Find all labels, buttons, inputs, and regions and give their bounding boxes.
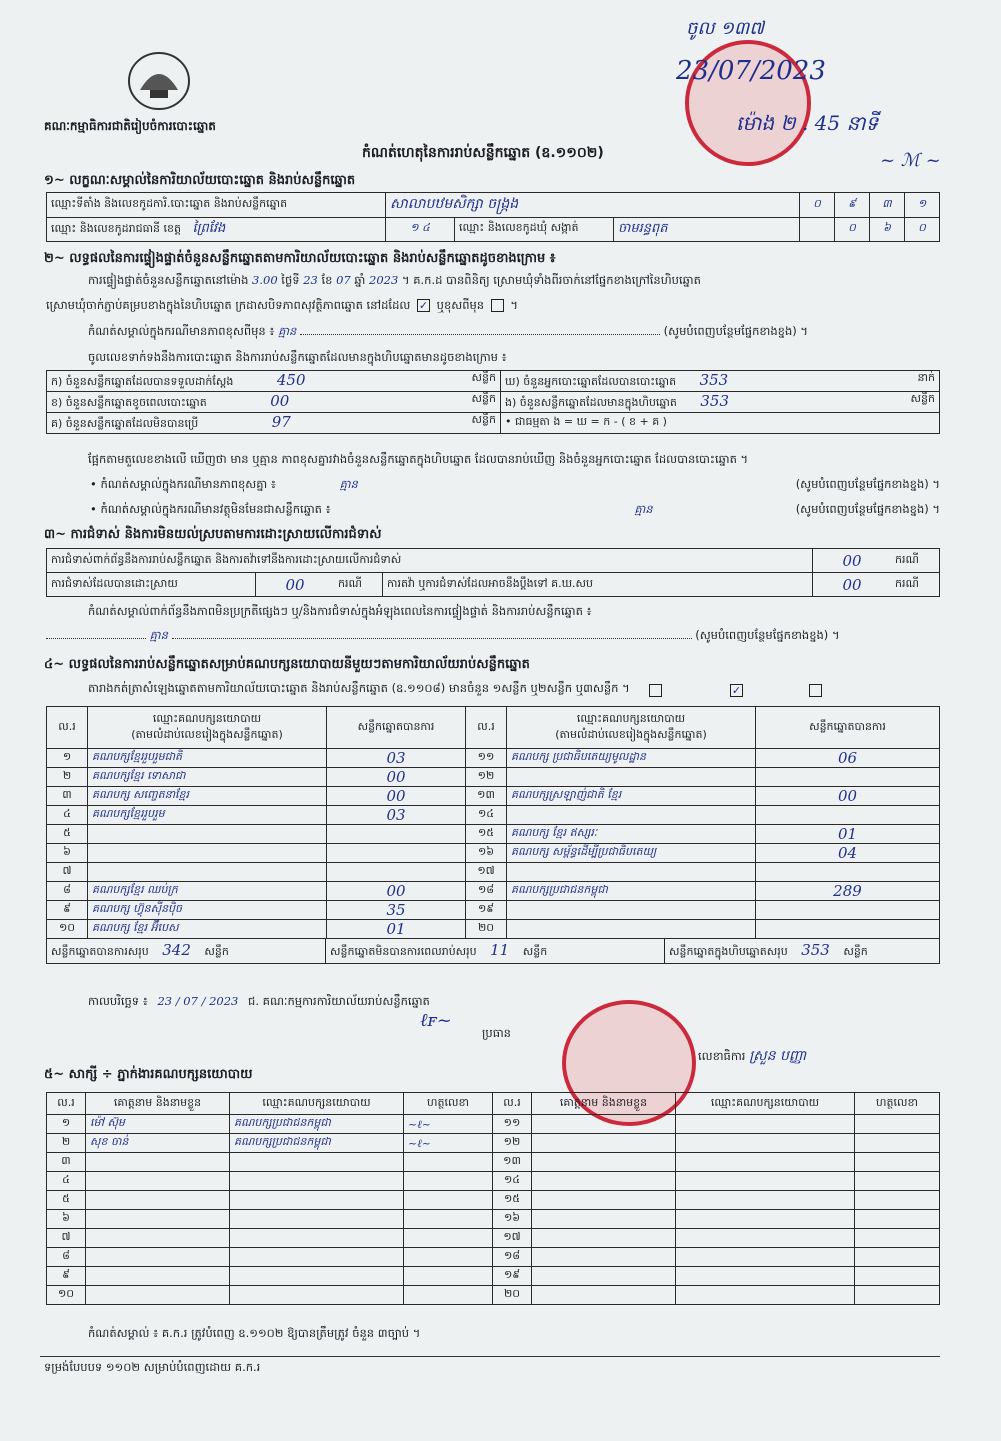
vote-count xyxy=(756,863,940,882)
row-number: ២ xyxy=(47,768,88,787)
row-number: ១៤ xyxy=(493,1172,532,1191)
witness-signature xyxy=(404,1191,493,1210)
witness-row xyxy=(47,1229,940,1248)
tally-intro: តារាងកត់ត្រាសំឡេងឆ្នោតតាមការិយាល័យបោះឆ្នោត និងរាប់សន្លឹកឆ្នោត (ឧ.១១០៨) មានចំនួន ១សន្លឹក ឬ២សន្លឹក ឬ៣សន្លឹក ។ xyxy=(88,681,630,695)
province-label: ឈ្មោះ និងលេខកូដរាជធានី ខេត្ត ព្រៃវែង xyxy=(47,217,386,242)
row-number: ២០ xyxy=(466,920,507,939)
party-name: គណបក្ស ប្រជាធិបតេយ្យមូលដ្ឋាន xyxy=(507,749,756,768)
witness-signature xyxy=(404,1153,493,1172)
row-number: ៨ xyxy=(47,1248,86,1267)
location-value: សាលាបឋមសិក្សា ចង្ក្រង xyxy=(386,193,800,218)
section5-title: ៥~ សាក្សី ÷ ភ្នាក់ងារគណបក្សនយោបាយ xyxy=(44,1067,253,1082)
witness-party xyxy=(676,1229,855,1248)
witness-signature xyxy=(855,1115,940,1134)
row-number: ១៩ xyxy=(493,1267,532,1286)
witness-row xyxy=(47,1115,940,1134)
section1-title: ១~ លក្ខណៈសម្គាល់នៃការិយាល័យបោះឆ្នោត និងរាប់សន្លឹកឆ្នោត xyxy=(44,173,356,188)
row-number: ១០ xyxy=(47,920,88,939)
row-number: ៥ xyxy=(47,1191,86,1210)
party-name xyxy=(507,863,756,882)
difference-bullet: • កំណត់សម្គាល់ក្នុងករណីមានភាពខុសគ្នា ៖ គ្មាន (សូមបំពេញបន្ថែមផ្នែកខាងខ្នង) ។ xyxy=(90,477,940,491)
results-row xyxy=(47,749,940,768)
witness-name xyxy=(532,1210,676,1229)
section2-title: ២~ លទ្ធផលនៃការផ្ទៀងផ្ទាត់ចំនួនសន្លឹកឆ្នោតតាមការិយាល័យបោះឆ្នោត និងរាប់សន្លឹកឆ្នោតដូចខាងក្រោម ៖ xyxy=(44,251,556,266)
vote-count xyxy=(756,901,940,920)
witness-name xyxy=(86,1267,230,1286)
witness-signature: ~ℓ~ xyxy=(404,1115,493,1134)
row-number: ៣ xyxy=(47,787,88,806)
row-number: ៩ xyxy=(47,901,88,920)
witness-party xyxy=(676,1267,855,1286)
vote-count: 01 xyxy=(756,825,940,844)
box-total: 353 xyxy=(801,941,830,959)
received-code: ចូល ១៣៧ xyxy=(686,18,765,39)
unchanged-checkbox[interactable]: ✓ xyxy=(418,299,429,312)
witness-row xyxy=(47,1134,940,1153)
witness-row xyxy=(47,1153,940,1172)
row-number: ១៦ xyxy=(493,1210,532,1229)
code-digit: ៩ xyxy=(835,193,870,218)
received-time: ម៉ោង ២ . 45 នាទី xyxy=(736,111,879,135)
seal-paragraph: ស្រោមឃុំចាក់ភ្ជាប់គម្របខាងក្នុងនៃហិបឆ្នោត ក្រដាសបិទភាពសុវត្ថិភាពឆ្នោត នៅដដែល ✓ ឬខុសពីមុន ។ xyxy=(46,298,518,312)
section4-title: ៤~ លទ្ធផលនៃការរាប់សន្លឹកឆ្នោតសម្រាប់គណបក្សនយោបាយនីមួយៗតាមការិយាល័យរាប់សន្លឹកឆ្នោត xyxy=(44,657,530,672)
party-name: គណបក្សប្រជាជនកម្ពុជា xyxy=(507,882,756,901)
witness-signature xyxy=(855,1267,940,1286)
section3-title: ៣~ ការជំទាស់ និងការមិនយល់ស្របតាមការដោះស្រាយលើការជំទាស់ xyxy=(44,527,382,542)
row-number: ១២ xyxy=(466,768,507,787)
witness-name xyxy=(86,1229,230,1248)
results-row xyxy=(47,844,940,863)
witness-party xyxy=(230,1153,404,1172)
party-name: គណបក្សខ្មែររួបរួម xyxy=(88,806,327,825)
witness-signature: ~ℓ~ xyxy=(404,1134,493,1153)
row-number: ៦ xyxy=(47,1210,86,1229)
chair-label: ប្រធាន xyxy=(482,1026,511,1040)
witness-name xyxy=(86,1153,230,1172)
vote-count: 00 xyxy=(327,787,466,806)
party-name xyxy=(507,901,756,920)
vote-count: 00 xyxy=(327,768,466,787)
commune-code-digit: ០ xyxy=(905,217,940,242)
witness-row xyxy=(47,1172,940,1191)
received-signature: ~ ℳ ~ xyxy=(880,150,941,171)
witness-signature xyxy=(855,1248,940,1267)
row-number: ១៨ xyxy=(466,882,507,901)
foreign-object-bullet: • កំណត់សម្គាល់ក្នុងករណីមានវត្ថុមិនមែនជាសន្លឹកឆ្នោត ៖ គ្មាន (សូមបំពេញបន្ថែមផ្នែកខាងខ្នង) ។ xyxy=(90,502,940,516)
vote-count xyxy=(756,920,940,939)
party-name xyxy=(88,825,327,844)
row-number: ៩ xyxy=(47,1267,86,1286)
two-sheets-checkbox[interactable]: ✓ xyxy=(731,684,742,697)
witness-signature xyxy=(404,1286,493,1305)
witness-row xyxy=(47,1191,940,1210)
row-number: ១៥ xyxy=(493,1191,532,1210)
vote-count: 00 xyxy=(327,882,466,901)
party-name xyxy=(507,920,756,939)
irregularity-note: កំណត់សម្គាល់ពាក់ព័ន្ធនឹងភាពមិនប្រក្រតីផ្សេងៗ ឬ/និងការជំទាស់ក្នុងអំឡុងពេលនៃការផ្ទៀងផ្ទាត់ និងការរាប់សន្លឹកឆ្នោត ៖ xyxy=(88,604,592,618)
row-number: ៧ xyxy=(47,1229,86,1248)
valid-total: 342 xyxy=(162,941,191,959)
form-note: ទម្រង់បែបបទ ១១០២ សម្រាប់បំពេញដោយ គ.ក.រ xyxy=(44,1360,261,1374)
row-number: ៨ xyxy=(47,882,88,901)
witness-name xyxy=(532,1172,676,1191)
witness-party xyxy=(676,1210,855,1229)
row-number: ៤ xyxy=(47,1172,86,1191)
witness-row xyxy=(47,1210,940,1229)
province-value: ព្រៃវែង xyxy=(192,220,226,236)
row-number: ៤ xyxy=(47,806,88,825)
witness-name xyxy=(86,1286,230,1305)
received-date: 23/07/2023 xyxy=(676,56,826,86)
witness-name xyxy=(532,1229,676,1248)
party-name xyxy=(507,806,756,825)
row-number: ១៦ xyxy=(466,844,507,863)
witness-party xyxy=(230,1286,404,1305)
witness-name xyxy=(532,1248,676,1267)
row-number: ១៩ xyxy=(466,901,507,920)
witness-party xyxy=(230,1172,404,1191)
vote-count: 03 xyxy=(327,749,466,768)
results-row xyxy=(47,787,940,806)
page-title: កំណត់ហេតុនៃការរាប់សន្លឹកឆ្នោត (ឧ.១១០២) xyxy=(362,145,604,161)
row-number: ១៣ xyxy=(466,787,507,806)
witness-name: សុខ ចាន់ xyxy=(86,1134,230,1153)
witness-party xyxy=(230,1248,404,1267)
witness-party: គណបក្សប្រជាជនកម្ពុជា xyxy=(230,1115,404,1134)
row-number: ១៣ xyxy=(493,1153,532,1172)
org-name: គណៈកម្មាធិការជាតិរៀបចំការបោះឆ្នោត xyxy=(44,119,216,133)
difference-statement: ផ្អែកតាមតួលេខខាងលើ ឃើញថា មាន ឬគ្មាន ភាពខុសគ្នារវាងចំនួនសន្លឹកឆ្នោតក្នុងហិបឆ្នោត ដែលបានរាប់ឃើញ និងចំនួនអ្នកបោះឆ្នោត ដែលបានបោះឆ្នោត ។ xyxy=(88,452,749,466)
row-number: ១១ xyxy=(466,749,507,768)
witness-signature xyxy=(404,1172,493,1191)
witness-signature xyxy=(855,1210,940,1229)
code-digit: ៣ xyxy=(870,193,905,218)
row-number: ១៧ xyxy=(466,863,507,882)
party-name: គណបក្ស ហ៊្វុនស៊ីនប៉ិច xyxy=(88,901,327,920)
party-name: គណបក្សខ្មែរ ទោសាជា xyxy=(88,768,327,787)
results-row xyxy=(47,920,940,939)
witness-party xyxy=(230,1267,404,1286)
witness-signature xyxy=(404,1210,493,1229)
witness-row xyxy=(47,1267,940,1286)
vote-count: 04 xyxy=(756,844,940,863)
vote-count: 03 xyxy=(327,806,466,825)
vote-count: 35 xyxy=(327,901,466,920)
commune-code-digit: ០ xyxy=(835,217,870,242)
commune-value: ចាមរន្ធពុត xyxy=(614,217,800,242)
witness-signature xyxy=(855,1153,940,1172)
witness-row xyxy=(47,1248,940,1267)
vote-count xyxy=(327,844,466,863)
party-name: គណបក្សស្រឡាញ់ជាតិ ខ្មែរ xyxy=(507,787,756,806)
witness-name xyxy=(532,1267,676,1286)
counts-intro: ចូលលេខទាក់ទងនឹងការបោះឆ្នោត និងការរាប់សន្លឹកឆ្នោតដែលមានក្នុងហិបឆ្នោតមានដូចខាងក្រោម ៖ xyxy=(88,350,507,364)
results-row xyxy=(47,901,940,920)
witness-name xyxy=(532,1286,676,1305)
witness-party xyxy=(230,1210,404,1229)
witness-signature xyxy=(855,1134,940,1153)
witness-name xyxy=(86,1191,230,1210)
witness-name xyxy=(86,1210,230,1229)
row-number: ១ xyxy=(47,749,88,768)
witness-party xyxy=(230,1191,404,1210)
row-number: ៣ xyxy=(47,1153,86,1172)
witness-party xyxy=(676,1248,855,1267)
results-row xyxy=(47,863,940,882)
witness-party xyxy=(676,1191,855,1210)
vote-count xyxy=(756,806,940,825)
row-number: ១៥ xyxy=(466,825,507,844)
province-code: ១ ៤ xyxy=(386,217,455,242)
witness-party xyxy=(676,1172,855,1191)
row-number: ៦ xyxy=(47,844,88,863)
party-name: គណបក្ស ខ្មែរ ឥស្សរៈ xyxy=(507,825,756,844)
witness-name xyxy=(532,1134,676,1153)
date-line: កាលបរិច្ឆេទ ៖ 23 / 07 / 2023 ជ. គណៈកម្មការការិយាល័យរាប់សន្លឹកឆ្នោត xyxy=(88,994,430,1008)
vote-count xyxy=(327,825,466,844)
nec-emblem xyxy=(126,50,192,112)
row-number: ៥ xyxy=(47,825,88,844)
objections-table: ការជំទាស់ពាក់ព័ន្ធនឹងការរាប់សន្លឹកឆ្នោត និងការតវ៉ាទៅនឹងការដោះស្រាយលើការជំទាស់ 00 ករណី ការជំទាស់ដែលបានដោះស្រាយ 00 ករណី ការតវ៉ា ឬការជំទាស់ដែលអាចនឹងប្តឹងទៅ គ.ឃ.សប 00 ករណី xyxy=(46,548,940,597)
results-table: ល.រ ឈ្មោះគណបក្សនយោបាយ (តាមលំដាប់លេខរៀងក្នុងសន្លឹកឆ្នោត) សន្លឹកឆ្នោតបានការ ល.រ ឈ្មោះគណបក្សនយោបាយ (តាមលំដាប់លេខរៀងក្នុងសន្លឹកឆ្នោត) សន្លឹកឆ្នោតបានការ ១ គណបក្សខ្មែររួបរួមជាតិ 03 ១១ គណបក្ស ប្រជាធិបតេយ្យមូលដ្ឋាន 06 ២ គណបក្សខ្មែរ ទោសាជា 00 ១២ ៣ គណបក្ស សញ្ចេតនាខ្មែរ 00 ១៣ គណបក្សស្រឡាញ់ជាតិ ខ្មែរ 00 ៤ គណបក្សខ្មែររួបរួម 03 ១៤ ៥ ១៥ គណបក្ស ខ្មែរ ឥស្សរៈ 01 ៦ ១៦ គណបក្ស សម្ព័ន្ធដើម្បីប្រជាធិបតេយ្យ 04 ៧ ១៧ ៨ គណបក្សខ្មែរ ឈប់ក្រ 00 ១៨ គណបក្សប្រជាជនកម្ពុជា 289 ៩ គណបក្ស ហ៊្វុនស៊ីនប៉ិច 35 ១៩ ១០ គណបក្ស ខ្មែរ អ៊ីបេស 01 ២០ សន្លឹកឆ្នោតបានការសរុប 342 សន្លឹក សន្លឹកឆ្នោតមិនបានការពេលរាប់សរុប 11 សន្លឹក សន្លឹកឆ្នោតក្នុងហិបឆ្នោតសរុប 353 សន្លឹក xyxy=(46,706,940,964)
party-name xyxy=(88,844,327,863)
changed-checkbox[interactable] xyxy=(491,299,504,312)
witness-signature xyxy=(855,1229,940,1248)
witness-name xyxy=(86,1248,230,1267)
footnote: កំណត់សម្គាល់ ៖ គ.ក.រ ត្រូវបំពេញ ឧ.១១០២ ឱ្យបានត្រឹមត្រូវ ចំនួន ៣ច្បាប់ ។ xyxy=(88,1326,421,1340)
row-number: ២០ xyxy=(493,1286,532,1305)
chair-signature: ℓꜰ~ xyxy=(420,1010,452,1031)
witness-party xyxy=(676,1134,855,1153)
party-name: គណបក្សខ្មែររួបរួមជាតិ xyxy=(88,749,327,768)
vote-count: 289 xyxy=(756,882,940,901)
vote-count: 01 xyxy=(327,920,466,939)
code-digit: ១ xyxy=(905,193,940,218)
witness-party xyxy=(676,1286,855,1305)
row-number: ១០ xyxy=(47,1286,86,1305)
row-number: ១២ xyxy=(493,1134,532,1153)
witness-party xyxy=(230,1229,404,1248)
witness-party: គណបក្សប្រជាជនកម្ពុជា xyxy=(230,1134,404,1153)
code-digit: ០ xyxy=(800,193,835,218)
witness-signature xyxy=(404,1267,493,1286)
difference-note: កំណត់សម្គាល់ក្នុងករណីមានភាពខុសពីមុន ៖ គ្មាន (សូមបំពេញបន្ថែមផ្នែកខាងខ្នង) ។ xyxy=(88,324,808,338)
vote-count: 06 xyxy=(756,749,940,768)
results-row xyxy=(47,825,940,844)
vote-count xyxy=(327,863,466,882)
row-number: ១៤ xyxy=(466,806,507,825)
results-row xyxy=(47,768,940,787)
witness-signature xyxy=(855,1191,940,1210)
witness-name: ម៉ៅ ស៊ុម xyxy=(86,1115,230,1134)
one-sheet-checkbox[interactable] xyxy=(649,684,662,697)
counts-table: ក) ចំនួនសន្លឹកឆ្នោតដែលបានទទួលដាក់ស្តែង 450 សន្លឹក ឃ) ចំនួនអ្នកបោះឆ្នោតដែលបានបោះឆ្នោត 353 នាក់ ខ) ចំនួនសន្លឹកឆ្នោតខូចពេលបោះឆ្នោត 00 សន្លឹក ង) ចំនួនសន្លឹកឆ្នោតដែលមានក្នុងហិបឆ្នោត 353 សន្លឹក គ) ចំនួនសន្លឹកឆ្នោតដែលមិនបានប្រើ 97 សន្លឹក • ជាធម្មតា ង = ឃ = ក - ( ខ + គ ) xyxy=(46,370,940,434)
witness-signature xyxy=(855,1286,940,1305)
commune-label: ឈ្មោះ និងលេខកូដឃុំ សង្កាត់ xyxy=(455,217,614,242)
row-number: ១ xyxy=(47,1115,86,1134)
witness-table: ល.រ គោត្តនាម និងនាមខ្លួន ឈ្មោះគណបក្សនយោបាយ ហត្ថលេខា ល.រ គោត្តនាម និងនាមខ្លួន ឈ្មោះគណបក្សនយោបាយ ហត្ថលេខា ១ ម៉ៅ ស៊ុម គណបក្សប្រជាជនកម្ពុជា ~ℓ~ ១១ ២ សុខ ចាន់ គណបក្សប្រជាជនកម្ពុជា ~ℓ~ ១២ ៣ ១៣ ៤ ១៤ ៥ ១៥ ៦ ១៦ ៧ ១៧ ៨ ១៨ ៩ ១៩ ១០ ២០ xyxy=(46,1092,940,1305)
party-name: គណបក្ស សម្ព័ន្ធដើម្បីប្រជាធិបតេយ្យ xyxy=(507,844,756,863)
vote-count: 00 xyxy=(756,787,940,806)
row-number: ២ xyxy=(47,1134,86,1153)
results-row xyxy=(47,806,940,825)
divider xyxy=(40,1356,940,1357)
row-number: ១១ xyxy=(493,1115,532,1134)
irregularity-note-value: គ្មាន (សូមបំពេញបន្ថែមផ្នែកខាងខ្នង) ។ xyxy=(46,628,940,645)
secretary-line: លេខាធិការ ស្រួន បញ្ញា xyxy=(698,1048,807,1064)
witness-name xyxy=(532,1153,676,1172)
commune-code-digit: ៦ xyxy=(870,217,905,242)
invalid-total: 11 xyxy=(490,941,510,959)
witness-signature xyxy=(404,1248,493,1267)
witness-party xyxy=(676,1153,855,1172)
witness-signature xyxy=(855,1172,940,1191)
witness-name xyxy=(532,1115,676,1134)
row-number: ៧ xyxy=(47,863,88,882)
party-name: គណបក្សខ្មែរ ឈប់ក្រ xyxy=(88,882,327,901)
vote-count xyxy=(756,768,940,787)
party-name xyxy=(88,863,327,882)
witness-signature xyxy=(404,1229,493,1248)
witness-row xyxy=(47,1286,940,1305)
location-label: ឈ្មោះទីតាំង និងលេខកូដការិ.បោះឆ្នោត និងរាប់សន្លឹកឆ្នោត xyxy=(47,193,386,218)
three-sheets-checkbox[interactable] xyxy=(809,684,822,697)
witness-party xyxy=(676,1115,855,1134)
witness-name xyxy=(532,1191,676,1210)
party-name: គណបក្ស សញ្ចេតនាខ្មែរ xyxy=(88,787,327,806)
witness-name xyxy=(86,1172,230,1191)
verification-paragraph: ការផ្ទៀងផ្ទាត់ចំនួនសន្លឹកឆ្នោតនៅម៉ោង 3.00 ថ្ងៃទី 23 ខែ 07 ឆ្នាំ 2023 ។ គ.ក.ដ បានពិនិត្យ ស្រោមឃុំទាំងពីរចាក់នៅផ្នែកខាងក្រៅនៃហិបឆ្នោត xyxy=(88,273,701,287)
row-number: ១៧ xyxy=(493,1229,532,1248)
section1-table xyxy=(46,192,940,242)
row-number: ១៨ xyxy=(493,1248,532,1267)
party-name: គណបក្ស ខ្មែរ អ៊ីបេស xyxy=(88,920,327,939)
results-row xyxy=(47,882,940,901)
party-name xyxy=(507,768,756,787)
